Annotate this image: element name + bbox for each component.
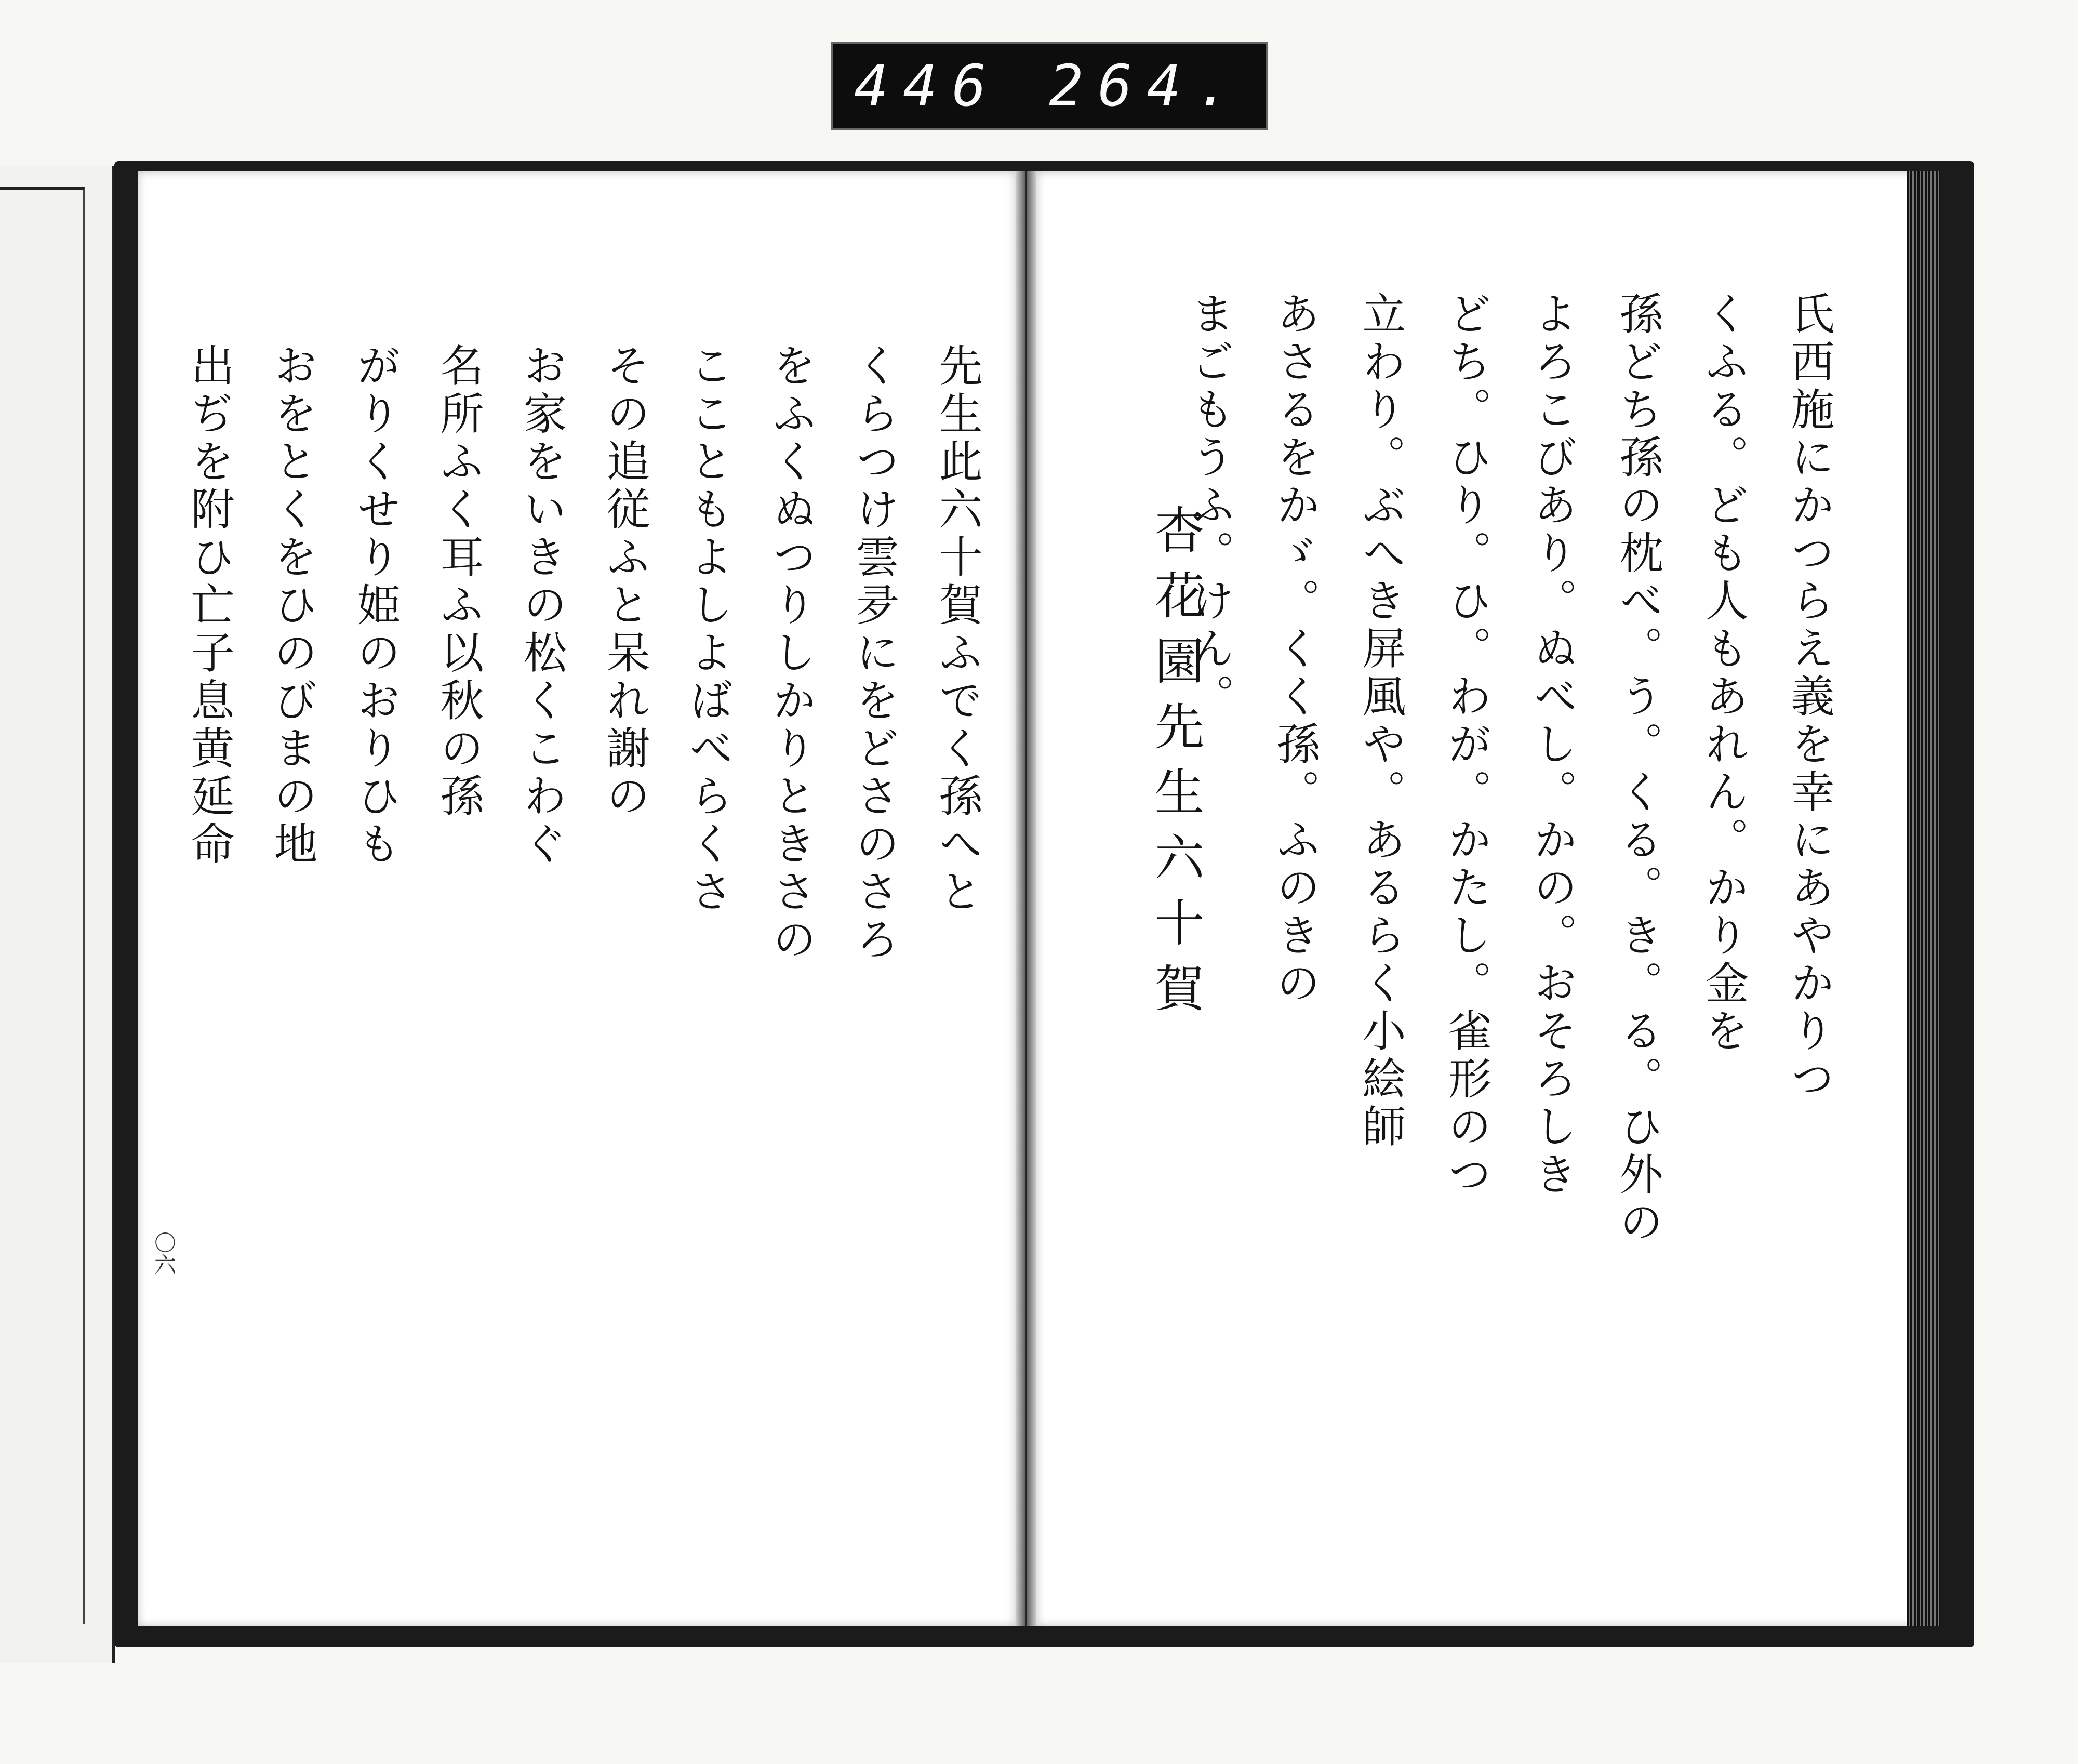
- left-line-1: 先生此六十賀ふでく孫へと: [932, 343, 983, 917]
- right-line-4: よろこびあり。ぬべし。かの。おそろしき: [1527, 291, 1578, 1199]
- left-line-2: くらつけ雲夛にをどさのさろ: [849, 343, 900, 964]
- left-page: [138, 171, 1016, 1626]
- right-line-7: あさるをかゞ。くく孫。ふのきの: [1270, 291, 1321, 1008]
- left-line-4: ここともよしよばべらくさ: [683, 343, 734, 917]
- right-line-8: まごもうふ。けん。: [1184, 291, 1235, 721]
- right-line-2: くふる。ども人もあれん。かり金を: [1698, 291, 1749, 1056]
- left-line-6: お家をいきの松くこわぐ: [516, 343, 567, 869]
- right-line-5: どち。ひり。ひ。わが。かたし。雀形のつ: [1441, 291, 1492, 1199]
- label-number-left: 446: [854, 52, 1001, 119]
- right-line-6: 立わり。ぶへき屏風や。あるらく小絵師: [1355, 291, 1406, 1151]
- left-line-10: 出ぢを附ひ亡子息黄延命: [184, 343, 235, 869]
- left-line-9: おをとくをひのびまの地: [267, 343, 318, 869]
- page-edge-stack: [1907, 171, 1940, 1626]
- left-folio: 〇六: [151, 1231, 177, 1275]
- left-line-7: 名所ふく耳ふ以秋の孫: [433, 343, 484, 821]
- section-title: 杏花園先生六十賀: [1147, 504, 1205, 1028]
- archive-label-plate: [831, 42, 1268, 130]
- right-page: [1036, 171, 1940, 1626]
- right-line-3: 孫どち孫の枕べ。う。くる。き。る。ひ外の: [1613, 291, 1663, 1247]
- open-book: [114, 161, 1974, 1647]
- left-line-5: その追従ふと呆れ謝の: [600, 343, 650, 821]
- label-number-right: 264.: [1049, 52, 1245, 119]
- adjacent-book-cover: [0, 166, 115, 1663]
- book-gutter: [1016, 171, 1036, 1626]
- left-line-8: がりくせり姫のおりひも: [350, 343, 401, 869]
- left-line-3: をふくぬつりしかりときさの: [766, 343, 817, 964]
- right-line-1: 氏西施にかつらえ義を幸にあやかりつ: [1784, 291, 1835, 1104]
